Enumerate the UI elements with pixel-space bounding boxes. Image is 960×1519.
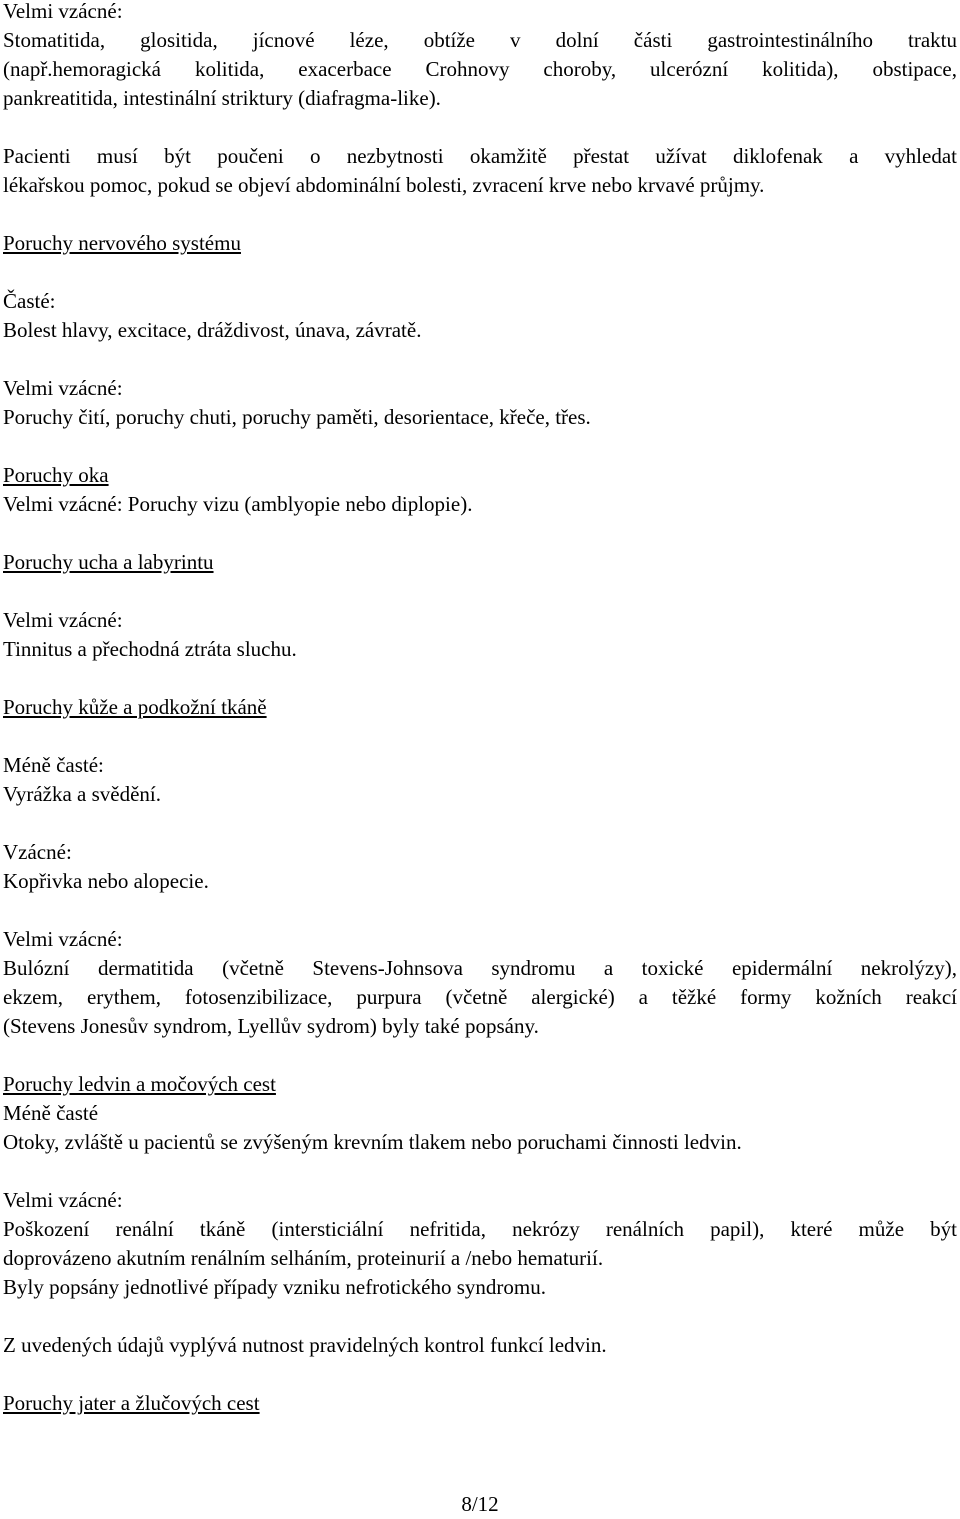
body-text-line: Bulózní dermatitida (včetně Stevens-Johnsova syndromu a toxické epidermální nekrolýzy), (3, 956, 957, 980)
body-text-line: pankreatitida, intestinální striktury (diafragma-like). (3, 86, 441, 110)
body-text-line: (Stevens Jonesův syndrom, Lyellův sydrom) byly také popsány. (3, 1014, 539, 1038)
body-text-line: Vyrážka a svědění. (3, 782, 162, 806)
label-very-rare: Velmi vzácné: (3, 0, 123, 23)
label-very-rare: Velmi vzácné: (3, 1188, 123, 1212)
page-number: 8/12 (461, 1492, 499, 1516)
section-heading-eye: Poruchy oka (3, 463, 109, 487)
section-heading-skin: Poruchy kůže a podkožní tkáně (3, 695, 267, 719)
body-text-line: Z uvedených údajů vyplývá nutnost pravidelných kontrol funkcí ledvin. (3, 1333, 607, 1357)
section-heading-nervous-system: Poruchy nervového systému (3, 231, 241, 255)
label-very-rare: Velmi vzácné: (3, 927, 123, 951)
body-text-line: Pacienti musí být poučeni o nezbytnosti okamžitě přestat užívat diklofenak a vyhledat (3, 144, 957, 168)
body-text-line: Otoky, zvláště u pacientů se zvýšeným krevním tlakem nebo poruchami činnosti ledvin. (3, 1130, 742, 1154)
body-text-line: doprovázeno akutním renálním selháním, proteinurií a /nebo hematurií. (3, 1246, 604, 1270)
body-text-line: Poruchy čití, poruchy chuti, poruchy paměti, desorientace, křeče, třes. (3, 405, 591, 429)
section-heading-liver: Poruchy jater a žlučových cest (3, 1391, 260, 1415)
body-text-line: (např.hemoragická kolitida, exacerbace Crohnovy choroby, ulcerózní kolitida), obstipace, (3, 57, 957, 81)
body-text-line: Tinnitus a přechodná ztráta sluchu. (3, 637, 297, 661)
body-text-line: Stomatitida, glositida, jícnové léze, obtíže v dolní části gastrointestinálního traktu (3, 28, 957, 52)
label-uncommon: Méně časté (3, 1101, 99, 1125)
body-text-line: ekzem, erythem, fotosenzibilizace, purpura (včetně alergické) a těžké formy kožních reakcí (3, 985, 957, 1009)
body-text-line: Velmi vzácné: Poruchy vizu (amblyopie nebo diplopie). (3, 492, 473, 516)
body-text-line: Kopřivka nebo alopecie. (3, 869, 209, 893)
label-rare: Vzácné: (3, 840, 72, 864)
label-very-rare: Velmi vzácné: (3, 376, 123, 400)
label-very-rare: Velmi vzácné: (3, 608, 123, 632)
label-uncommon: Méně časté: (3, 753, 104, 777)
body-text-line: Poškození renální tkáně (intersticiální nefritida, nekrózy renálních papil), které může být (3, 1217, 957, 1241)
label-common: Časté: (3, 289, 56, 313)
body-text-line: Bolest hlavy, excitace, dráždivost, únava, závratě. (3, 318, 422, 342)
body-text-line: Byly popsány jednotlivé případy vzniku nefrotického syndromu. (3, 1275, 546, 1299)
body-text-line: lékařskou pomoc, pokud se objeví abdominální bolesti, zvracení krve nebo krvavé průjmy. (3, 173, 765, 197)
section-heading-ear: Poruchy ucha a labyrintu (3, 550, 214, 574)
section-heading-kidney: Poruchy ledvin a močových cest (3, 1072, 276, 1096)
